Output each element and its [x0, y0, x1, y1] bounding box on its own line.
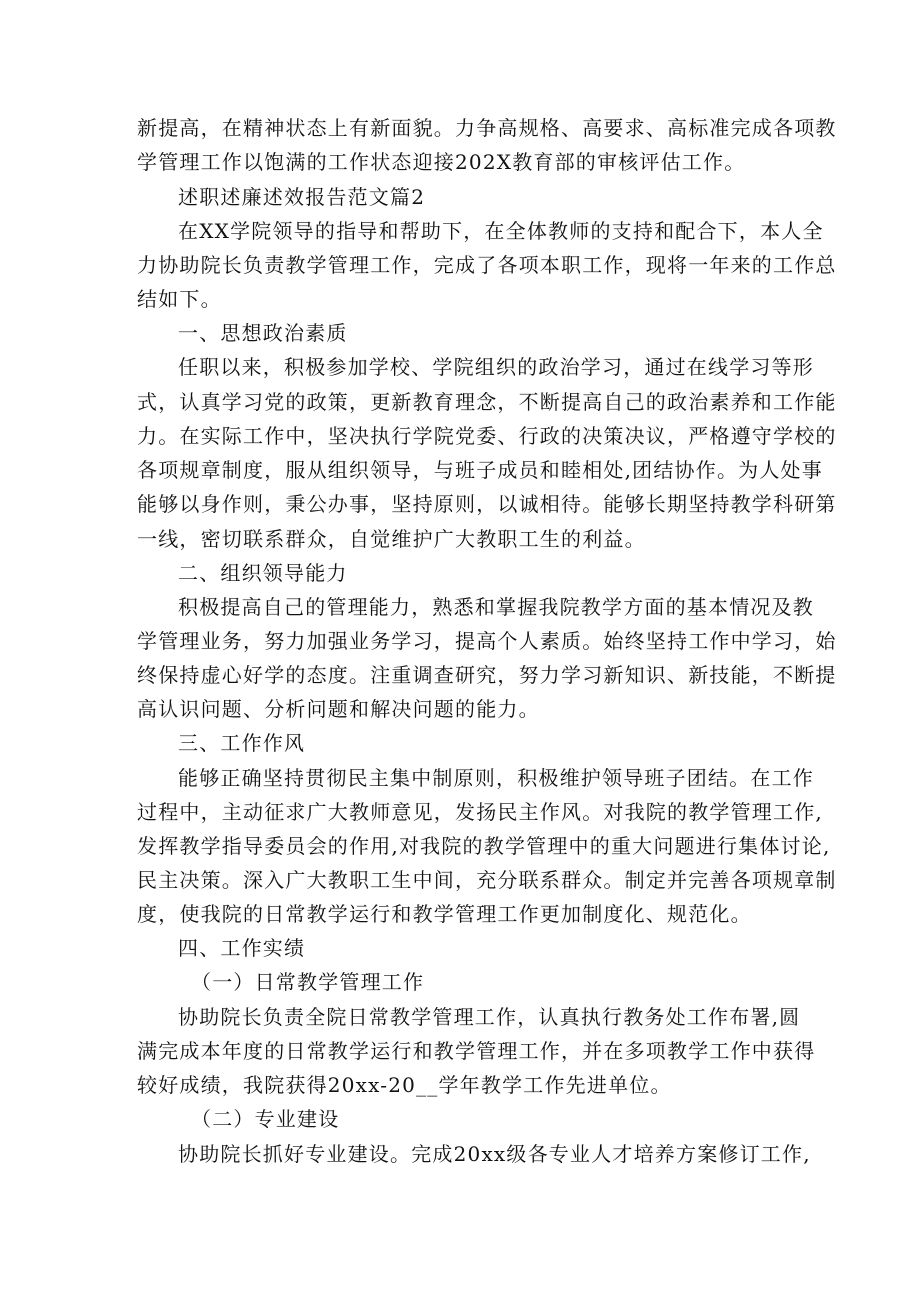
body-line: 协助院长抓好专业建设。完成20xx级各专业人才培养方案修订工作, [178, 1142, 811, 1166]
section-heading: 四、工作实绩 [178, 936, 306, 960]
body-line: 在XX学院领导的指导和帮助下，在全体教师的支持和配合下，本人全 [178, 219, 824, 243]
body-line: 较好成绩，我院获得20xx-20__学年教学工作先进单位。 [137, 1073, 672, 1097]
body-line: 结如下。 [137, 287, 222, 311]
body-line: 学管理工作以饱满的工作状态迎接202X教育部的审核评估工作。 [137, 150, 746, 174]
article-title: 述职述廉述效报告范文篇2 [178, 185, 426, 209]
subsection-heading: （一）日常教学管理工作 [191, 970, 425, 994]
body-line: 积极提高自己的管理能力，熟悉和掌握我院教学方面的基本情况及教 [178, 595, 814, 619]
body-line: 满完成本年度的日常教学运行和教学管理工作，并在多项教学工作中获得 [137, 1039, 816, 1063]
body-line: 一线，密切联系群众，自觉维护广大教职工生的利益。 [137, 527, 646, 551]
body-line: 度，使我院的日常教学运行和教学管理工作更加制度化、规范化。 [137, 902, 752, 926]
body-line: 能够以身作则，秉公办事，坚持原则，以诚相待。能够长期坚持教学科研第 [137, 492, 837, 516]
body-line: 高认识问题、分析问题和解决问题的能力。 [137, 697, 540, 721]
body-line: 各项规章制度，服从组织领导，与班子成员和睦相处,团结协作。为人处事 [137, 458, 823, 482]
body-line: 协助院长负责全院日常教学管理工作，认真执行教务处工作布署,圆 [178, 1005, 801, 1029]
body-line: 新提高，在精神状态上有新面貌。力争高规格、高要求、高标准完成各项教 [137, 116, 837, 140]
body-line: 发挥教学指导委员会的作用,对我院的教学管理中的重大问题进行集体讨论, [137, 834, 831, 858]
body-line: 力。在实际工作中，坚决执行学院党委、行政的决策决议，严格遵守学校的 [137, 424, 837, 448]
section-heading: 三、工作作风 [178, 731, 306, 755]
body-line: 终保持虚心好学的态度。注重调查研究，努力学习新知识、新技能，不断提 [137, 663, 837, 687]
body-line: 任职以来，积极参加学校、学院组织的政治学习，通过在线学习等形 [178, 355, 814, 379]
subsection-heading: （二）专业建设 [191, 1107, 340, 1131]
body-line: 式，认真学习党的政策，更新教育理念，不断提高自己的政治素养和工作能 [137, 390, 837, 414]
section-heading: 一、思想政治素质 [178, 321, 348, 345]
body-line: 民主决策。深入广大教职工生中间，充分联系群众。制定并完善各项规章制 [137, 868, 837, 892]
body-line: 力协助院长负责教学管理工作，完成了各项本职工作，现将一年来的工作总 [137, 253, 837, 277]
body-line: 能够正确坚持贯彻民主集中制原则，积极维护领导班子团结。在工作 [178, 766, 814, 790]
body-line: 过程中，主动征求广大教师意见，发扬民主作风。对我院的教学管理工作, [137, 800, 823, 824]
section-heading: 二、组织领导能力 [178, 561, 348, 585]
body-line: 学管理业务，努力加强业务学习，提高个人素质。始终坚持工作中学习，始 [137, 629, 837, 653]
